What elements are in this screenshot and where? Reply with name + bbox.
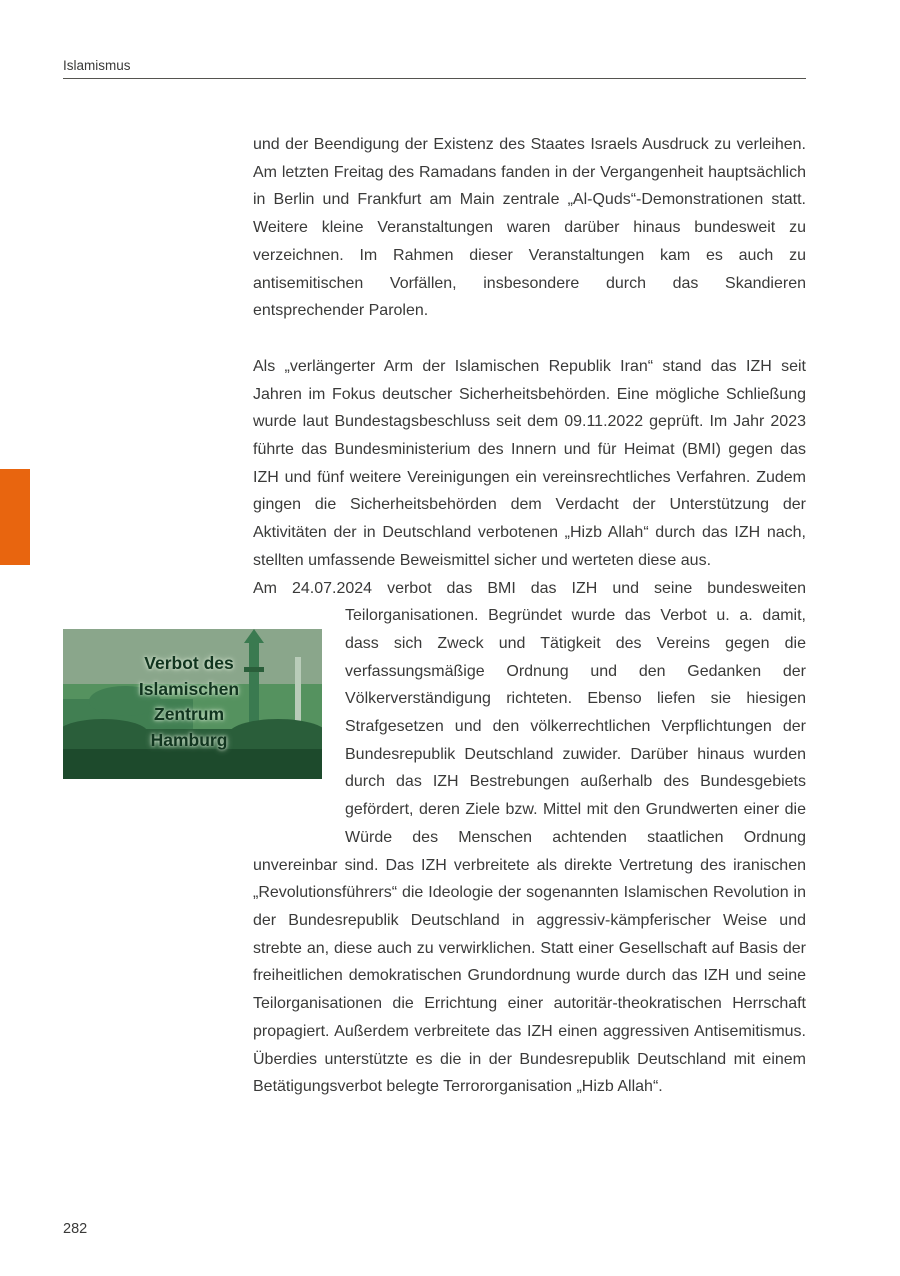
paragraph-izh-ban-first-line: Am 24.07.2024 verbot das BMI das IZH und seine bundesweiten [253, 579, 806, 597]
paragraph-izh-ban-text: Teilorganisationen. Begründet wurde das Verbot u. a. damit, dass sich Zweck und Tätigkeit des Vereins gegen die verfassungsmäßige Ordnung und den Gedanken der Völkerverständigung richteten. Ebenso liefen sie hiesigen Strafgesetzen und den völkerrechtlichen Verpflichtungen der Bundesrepublik Deutschland zuwider. Darüber hinaus wurden durch das IZH Bestrebungen außerhalb des Bundesgebiets gefördert, deren Ziele bzw. Mittel mit den Grundwerten einer die Würde des Menschen achtenden staatlichen Ordnung unvereinbar sind. Das IZH verbreitete als direkte Vertretung des iranischen „Revolutionsführers“ die Ideologie der sogenannten Islamischen Revolution in der Bundesrepublik Deutschland in aggressiv-kämpferischer Weise und strebte an, diese auch zu verwirklichen. Statt einer Gesellschaft auf Basis der freiheitlichen demokratischen Grundordnung wurde durch das IZH und seine Teilorganisationen die Errichtung einer autoritär-theokratischen Herrschaft propagiert. Außerdem verbreitete das IZH einen aggressiven Antisemitismus. Überdies unterstützte es die in der Bundesrepublik Deutschland mit einem Betätigungsverbot belegte Terrororganisation „Hizb Allah“. [253, 607, 806, 1096]
paragraph-al-quds-demonstrations: und der Beendigung der Existenz des Staates Israels Ausdruck zu verleihen. Am letzten Freitag des Ramadans fanden in der Vergangenheit hauptsächlich in Berlin und Frankfurt am Main zentrale „Al-Quds“-Demonstrationen statt. Weitere kleine Veranstaltungen waren darüber hinaus bundesweit zu verzeichnen. Im Rahmen dieser Veranstaltungen kam es auch zu antisemitischen Vorfällen, insbesondere durch das Skandieren entsprechender Parolen. [253, 136, 806, 320]
header-rule [63, 78, 806, 79]
image-foreground [63, 749, 322, 779]
image-caption-line-3: Zentrum [154, 704, 224, 725]
page-number: 282 [63, 1221, 88, 1237]
izh-ban-image [63, 629, 322, 779]
paragraph-izh-ban-body [138, 602, 806, 1101]
body-text-column [138, 131, 806, 1101]
chapter-tab-marker [0, 469, 30, 565]
paragraph-izh-investigation: Als „verlängerter Arm der Islamischen Republik Iran“ stand das IZH seit Jahren im Fokus deutscher Sicherheitsbehörden. Eine mögliche Schließung wurde laut Bundestagsbeschluss seit dem 09.11.2022 geprüft. Im Jahr 2023 führte das Bundesministerium des Innern und für Heimat (BMI) gegen das IZH und fünf weitere Vereinigungen ein vereinsrechtliches Verfahren. Zudem gingen die Sicherheitsbehörden dem Verdacht der Unterstützung der Aktivitäten der in Deutschland verbotenen „Hizb Allah“ durch das IZH nach, stellten umfassende Beweismittel sicher und werteten diese aus. [253, 357, 806, 569]
running-header: Islamismus [63, 58, 131, 73]
image-caption-line-4: Hamburg [150, 729, 228, 750]
image-caption-line-2: Islamischen [138, 678, 240, 699]
image-caption-line-1: Verbot des [144, 653, 234, 674]
image-caption [67, 651, 311, 753]
